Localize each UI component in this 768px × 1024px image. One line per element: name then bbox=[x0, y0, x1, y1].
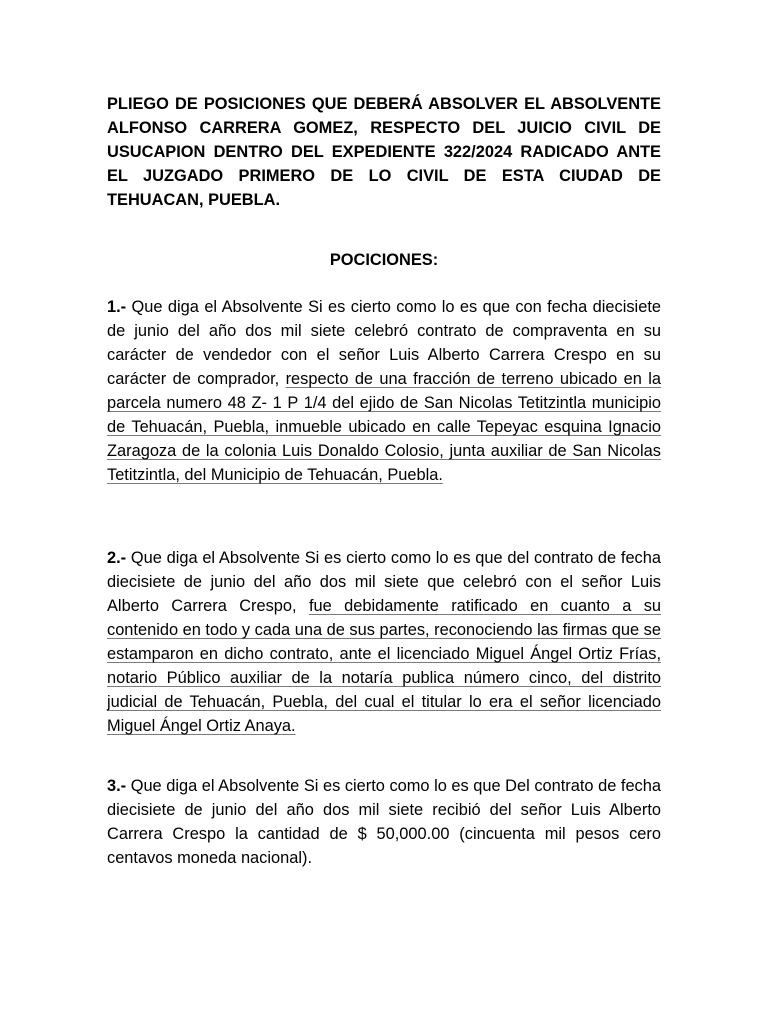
position-number: 2.- bbox=[107, 549, 127, 567]
position-text: Que diga el Absolvente Si es cierto como lo es que del contrato de fecha diecisiete de junio del año dos mil siete que celebró con el señor Luis Alberto Carrera Crespo, bbox=[107, 549, 661, 615]
position-number: 1.- bbox=[107, 298, 127, 316]
position-text-underlined: fue debidamente ratificado en cuanto a su contenido en todo y cada una de sus partes, reconociendo las firmas que se estamparon en dicho contrato, ante el licenciado Miguel Ángel Ortiz Frías, notario Público auxiliar de la notaría publica número cinco, del distrito judicial de Tehuacán, Puebla, del cual el titular lo era el señor licenciado Miguel Ángel Ortiz Anaya. bbox=[107, 597, 662, 735]
section-heading: POCICIONES: bbox=[329, 251, 439, 269]
position-text: Que diga el Absolvente Si es cierto como lo es que Del contrato de fecha diecisiete de junio del año dos mil siete recibió del señor Luis Alberto Carrera Crespo la cantidad de $ 50,000.00 (cincuenta mil pesos cero centavos moneda nacional). bbox=[107, 777, 661, 867]
position-text-underlined: respecto de una fracción de terreno ubicado en la parcela numero 48 Z- 1 P 1/4 del ejido de San Nicolas Tetitzintla municipio de Tehuacán, Puebla, inmueble ubicado en calle Tepeyac esquina Ignacio Zaragoza de la colonia Luis Donaldo Colosio, junta auxiliar de San Nicolas Tetitzintla, del Municipio de Tehuacán, Puebla. bbox=[107, 370, 662, 484]
position-1 bbox=[107, 295, 661, 487]
document-title: PLIEGO DE POSICIONES QUE DEBERÁ ABSOLVER EL ABSOLVENTE ALFONSO CARRERA GOMEZ, RESPECTO DEL JUICIO CIVIL DE USUCAPION DENTRO DEL EXPEDIENTE 322/2024 RADICADO ANTE EL JUZGADO PRIMERO DE LO CIVIL DE ESTA CIUDAD DE TEHUACAN, PUEBLA. bbox=[107, 95, 661, 209]
position-number: 3.- bbox=[107, 777, 127, 795]
position-text: Que diga el Absolvente Si es cierto como lo es que con fecha diecisiete de junio del año dos mil siete celebró contrato de compraventa en su carácter de vendedor con el señor Luis Alberto Carrera Crespo en su carácter de comprador, bbox=[107, 298, 661, 388]
position-3 bbox=[107, 774, 661, 870]
position-2 bbox=[107, 546, 661, 738]
